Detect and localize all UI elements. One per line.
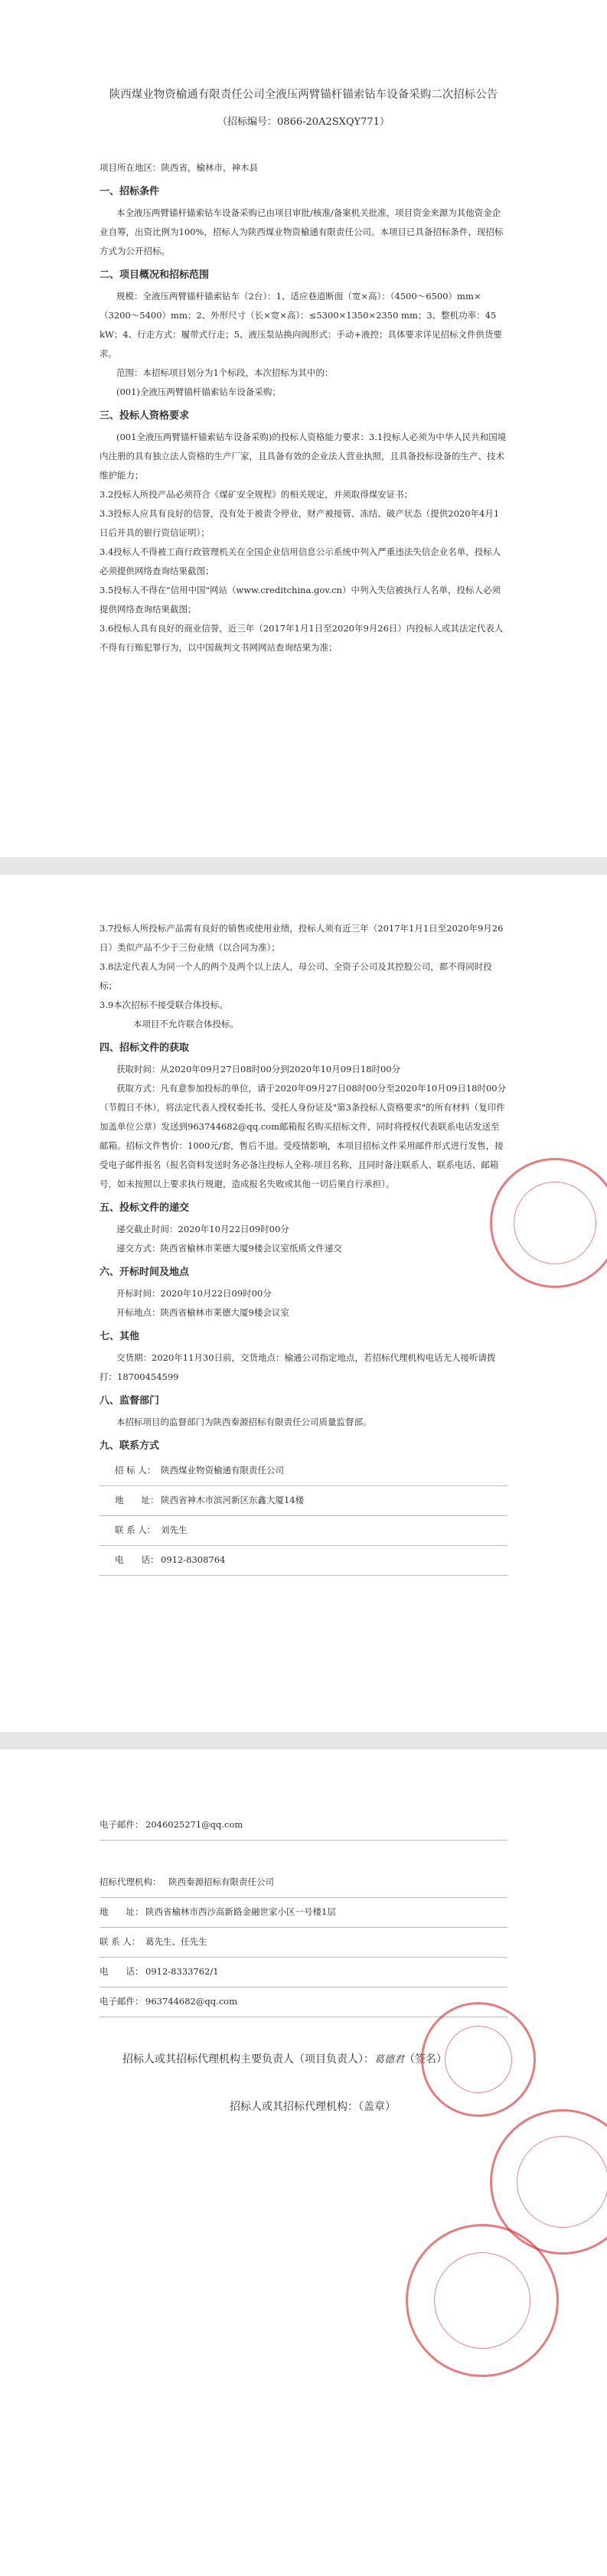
section-heading-8: 八、监督部门	[100, 1395, 160, 1407]
submit-method: 递交方式：陕西省榆林市莱德大厦9楼会议室纸质文件递交	[116, 1243, 342, 1254]
seal-stamp-1	[421, 2002, 536, 2117]
email-label: 电子邮件：	[100, 1819, 144, 1830]
stamp-suffix: （盖章）	[358, 2101, 396, 2113]
other-info: 交货期：2020年11月30日前，交货地点：榆通公司指定地点，若招标代理机构电话无人接听请拨打：18700454599	[100, 1352, 496, 1382]
requirement-3-4: 3.4投标人不得被工商行政管理机关在全国企业信用信息公示系统中列入严重违法失信企业名单，投标人必须提供网络查询结果截图；	[100, 546, 501, 576]
contact-label: 联 系 人：	[115, 1524, 156, 1535]
requirement-3-9: 3.9本次招标不接受联合体投标。	[100, 999, 228, 1010]
agent-phone-label: 电 话：	[100, 1966, 144, 1977]
opening-location: 开标地点：陕西省榆林市莱德大厦9楼会议室	[116, 1307, 289, 1318]
requirement-3-7: 3.7投标人所投标产品需有良好的销售或使用业绩，投标人须有近三年（2017年1月1日至2020年9月26日）类似产品不少于三份业绩（以合同为准）；	[100, 923, 504, 953]
document-page-2	[0, 875, 607, 1732]
contact-value: 刘先生	[161, 1524, 188, 1535]
section-heading-6: 六、开标时间及地点	[100, 1267, 190, 1278]
stamp-line	[230, 2095, 396, 2118]
agent-contact-value: 葛先生、任先生	[145, 1936, 207, 1947]
signature-suffix: （签名）	[404, 2053, 448, 2066]
phone-label: 电 话：	[115, 1554, 159, 1565]
section-heading-2: 二、项目概况和招标范围	[100, 269, 210, 281]
tenderer-contact-row	[115, 1521, 507, 1539]
requirement-3-8: 3.8法定代表人为同一个人的两个及两个以上法人，母公司、全资子公司及其控股公司，都不得同时投标；	[100, 961, 492, 991]
section-heading-9: 九、联系方式	[100, 1440, 160, 1452]
requirement-3-1: (001全液压两臂锚杆锚索钻车设备采购)的投标人资格能力要求：3.1投标人必须为中华人民共和国境内注册的具有独立法人资格的生产厂家，且具备有效的企业法人营业执照，且具备投标设备的生产、技术维护能力；	[100, 432, 507, 481]
section-heading-1: 一、招标条件	[100, 186, 160, 197]
agent-email-row	[100, 1992, 507, 2010]
section-heading-3: 三、投标人资格要求	[100, 410, 190, 422]
project-location: 项目所在地区：陕西省，榆林市，神木县	[100, 162, 258, 173]
obtain-method: 获取方式：凡有意参加投标的单位，请于2020年09月27日08时00分至2020年10月09日18时00分（节假日不休），将法定代表人授权委托书、受托人身份证及"第3条投标人资格要求"的所有材料（复印件加盖单位公章）发送到963744682@qq.com邮箱报名购买招标文件，同时将授权代表联系电话发送至邮箱。招标文件售价：1000元/套，售后不退。受疫情影响，本项目招标文件采用邮件形式进行发售，接受电子邮件报名（报名资料发送时务必备注投标人全称-项目名称，且同时备注联系人、联系电话、邮箱号，如未按照以上要求执行规避，造成报名失败或其他一切后果自行承担）。	[100, 1083, 507, 1189]
bid-number: （招标编号：0866-20A2SXQY771）	[217, 116, 390, 128]
section-2-scale: 规模：全液压两臂锚杆锚索钻车（2台）：1、适应巷道断面（宽×高）：（4500～6500）mm×（3200～5400）mm；2、外形尺寸（长×宽×高）：≤5300×1350×2350 mm；3、整机功率：45 kW；4、行走方式：履带式行走；5、液压泵站换向阀形式：手动+液控；具体要求详见招标文件供货要求。	[100, 291, 503, 359]
address-value: 陕西省神木市滨河新区东鑫大厦14楼	[161, 1495, 305, 1505]
section-1-text: 本全液压两臂锚杆锚索钻车设备采购已由项目审批/核准/备案机关批准，项目资金来源为其他资金企业自筹，出资比例为100%，招标人为陕西煤业物资榆通有限责任公司。本项目已具备招标条件，现招标方式为公开招标。	[100, 207, 504, 256]
requirement-3-2: 3.2投标人所投产品必须符合《煤矿安全规程》的相关规定，并须取得煤安证书；	[100, 489, 413, 500]
supervision-text: 本招标项目的监督部门为陕西秦源招标有限责任公司质量监督部。	[116, 1417, 372, 1427]
section-heading-5: 五、投标文件的递交	[100, 1202, 190, 1214]
document-page-1	[0, 0, 607, 857]
stamp-label: 招标人或其招标代理机构：	[230, 2101, 358, 2113]
requirement-3-6: 3.6投标人具有良好的商业信誉，近三年（2017年1月1日至2020年9月26日）内投标人或其法定代表人不得有行贿犯罪行为，以中国裁判文书网网站查询结果为准；	[100, 623, 504, 653]
tenderer-address-row	[115, 1491, 507, 1509]
tenderer-phone-row	[115, 1550, 507, 1569]
agent-phone-row	[100, 1962, 507, 1981]
phone-value: 0912-8308764	[161, 1554, 226, 1565]
tenderer-label: 招 标 人：	[115, 1465, 156, 1475]
tenderer-value: 陕西煤业物资榆通有限责任公司	[161, 1465, 284, 1475]
section-2-range: 范围：本招标项目划分为1个标段，本次招标为其中的：	[116, 367, 334, 378]
submit-deadline: 递交截止时间：2020年10月22日09时00分	[116, 1224, 289, 1234]
agent-email-label: 电子邮件：	[100, 1996, 144, 2007]
signature-line-1	[122, 2048, 447, 2072]
agent-phone-value: 0912-8333762/1	[145, 1966, 219, 1977]
tenderer-email-row	[100, 1815, 507, 1834]
no-consortium-note: 本项目不允许联合体投标。	[133, 1019, 239, 1029]
agent-address-label: 地 址：	[100, 1906, 144, 1917]
requirement-3-3: 3.3投标人应具有良好的信誉，没有处于被责令停业，财产被接管、冻结、破产状态（提供2020年4月1日后开具的银行资信证明）；	[100, 508, 500, 538]
tenderer-row	[115, 1461, 507, 1479]
signature-name: 葛德君	[374, 2054, 405, 2066]
agent-label: 招标代理机构：	[100, 1877, 162, 1887]
agent-row	[100, 1873, 507, 1891]
obtain-time: 获取时间：从2020年09月27日08时00分到2020年10月09日18时00分	[116, 1064, 401, 1074]
agent-address-row	[100, 1903, 507, 1921]
agent-contact-label: 联 系 人：	[100, 1936, 141, 1947]
opening-time: 开标时间：2020年10月22日09时00分	[116, 1288, 272, 1299]
agent-address-value: 陕西省榆林市西沙高新路金融世家小区一号楼1层	[145, 1906, 336, 1917]
section-heading-7: 七、其他	[100, 1331, 140, 1342]
seal-stamp-3	[406, 2224, 559, 2377]
email-value: 2046025271@qq.com	[145, 1819, 243, 1830]
document-page-3	[0, 1749, 607, 2576]
section-heading-4: 四、招标文件的获取	[100, 1042, 190, 1054]
agent-email-value: 963744682@qq.com	[145, 1996, 237, 2007]
section-2-lot: (001)全液压两臂锚杆锚索钻车设备采购；	[116, 386, 281, 397]
requirement-3-5: 3.5投标人不得在"信用中国"网站（www.creditchina.gov.cn）中列入失信被执行人名单，投标人必须提供网络查询结果截图；	[100, 585, 501, 615]
agent-value: 陕西秦源招标有限责任公司	[168, 1877, 274, 1887]
signature-label: 招标人或其招标代理机构主要负责人（项目负责人）：	[122, 2053, 374, 2066]
address-label: 地 址：	[115, 1495, 159, 1505]
agent-contact-row	[100, 1932, 507, 1951]
document-title: 陕西煤业物资榆通有限责任公司全液压两臂锚杆锚索钻车设备采购二次招标公告	[109, 89, 498, 101]
